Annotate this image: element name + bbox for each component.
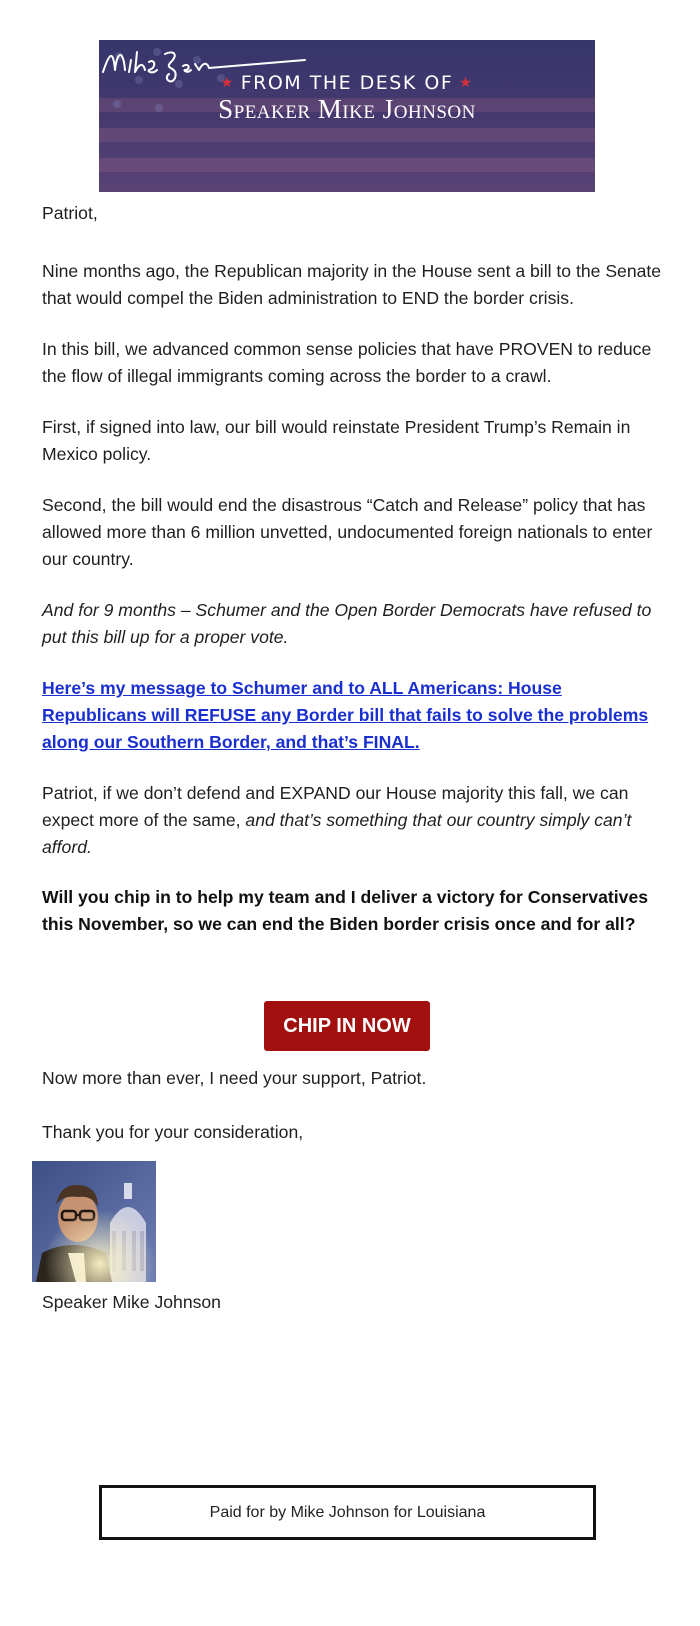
paragraph-6-italic: and that’s something that our country simply can’t afford. [42,810,632,857]
paragraph-6 [42,780,662,861]
portrait-photo [32,1161,156,1282]
header-banner [99,40,595,192]
greeting: Patriot, [42,203,98,223]
paragraph-6-plain: Patriot, if we don’t defend and EXPAND our House majority this fall, we can expect more of the same, [42,783,629,830]
chip-in-button[interactable]: CHIP IN NOW [264,1001,430,1051]
paragraph-2: In this bill, we advanced common sense policies that have PROVEN to reduce the flow of illegal immigrants coming across the border to a crawl. [42,339,652,386]
signoff: Speaker Mike Johnson [42,1292,221,1312]
star-icon: ★ [459,75,474,91]
banner-kicker-text: FROM THE DESK OF [240,72,454,94]
paragraph-7: Now more than ever, I need your support, Patriot. [42,1068,427,1088]
paragraph-4: Second, the bill would end the disastrous “Catch and Release” policy that has allowed more than 6 million unvetted, undocumented foreign nationals to enter our country. [42,495,653,569]
star-icon: ★ [220,75,235,91]
paragraph-5 [42,597,662,651]
paragraph-1: Nine months ago, the Republican majority in the House sent a bill to the Senate that would compel the Biden administration to END the border crisis. [42,261,662,308]
closing: Thank you for your consideration, [42,1122,304,1142]
paragraph-3: First, if signed into law, our bill would reinstate President Trump’s Remain in Mexico policy. [42,417,631,464]
disclaimer-text: Paid for by Mike Johnson for Louisiana [209,1503,486,1521]
paragraph-5-text: And for 9 months – Schumer and the Open Border Democrats have refused to put this bill up for a proper vote. [42,600,652,647]
paid-for-disclaimer [99,1485,596,1540]
donation-ask: Will you chip in to help my team and I deliver a victory for Conservatives this November, so we can end the Biden border crisis once and for all? [42,887,649,934]
message-link-block [42,675,662,756]
signature-icon [99,40,309,86]
banner-title: Speaker Mike Johnson [218,94,476,124]
message-link[interactable]: Here’s my message to Schumer and to ALL Americans: House Republicans will REFUSE any Border bill that fails to solve the problems along our Southern Border, and that’s FINAL. [42,678,649,752]
